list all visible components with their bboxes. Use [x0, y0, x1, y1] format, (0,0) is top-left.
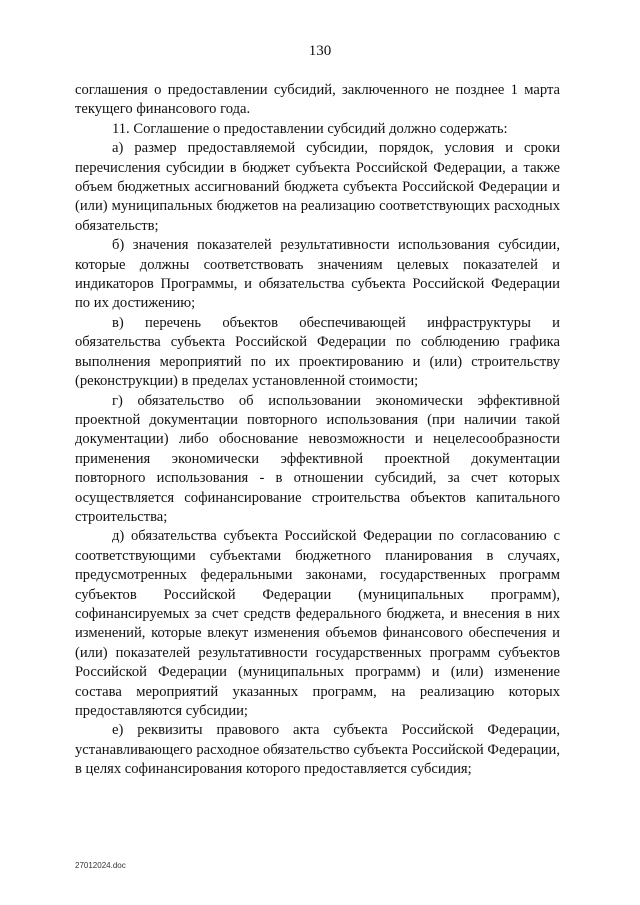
paragraph-item-d: д) обязательства субъекта Российской Федерации по согласованию с соответствующими субъектами бюджетного планирования в случаях, предусмотренных федеральными законами, государственных программ субъектов Российской Федерации (муниципальных программ), софинансируемых за счет средств федерального бюджета, и внесения в них изменений, которые влекут изменения объемов финансового обеспечения и (или) показателей результативности государственных программ субъектов Российской Федерации (муниципальных программ) и (или) изменение состава мероприятий указанных программ, на реализацию которых предоставляются субсидии;	[75, 528, 560, 719]
page-number: 130	[308, 43, 332, 59]
paragraph-item-e: е) реквизиты правового акта субъекта Российской Федерации, устанавливающего расходное обязательство субъекта Российской Федерации, в целях софинансирования которого предоставляется субсидия;	[75, 722, 560, 778]
paragraph-clause-11: 11. Соглашение о предоставлении субсидий должно содержать:	[112, 120, 508, 137]
paragraph-item-b: б) значения показателей результативности использования субсидии, которые должны соответствовать значениям целевых показателей и индикаторов Программы, и обязательства субъекта Российской Федерации по их достижению;	[75, 237, 560, 312]
paragraph-continuation: соглашения о предоставлении субсидий, заключенного не позднее 1 марта текущего финансового года.	[75, 82, 560, 118]
document-filename: 27012024.doc	[75, 861, 126, 870]
paragraph-item-v: в) перечень объектов обеспечивающей инфраструктуры и обязательства субъекта Российской Федерации по соблюдению графика выполнения мероприятий по их проектированию и (или) строительству (реконструкции) в пределах установленной стоимости;	[75, 314, 560, 390]
document-body	[75, 81, 560, 780]
paragraph-item-g: г) обязательство об использовании экономически эффективной проектной документации повторного использования (при наличии такой документации) либо обоснование невозможности и нецелесообразности применения экономически эффективной проектной документации повторного использования - в отношении субсидий, за счет которых осуществляется софинансирование строительства объектов капитального строительства;	[75, 392, 560, 525]
paragraph-item-a: а) размер предоставляемой субсидии, порядок, условия и сроки перечисления субсидии в бюджет субъекта Российской Федерации, а также объем бюджетных ассигнований бюджета субъекта Российской Федерации и (или) муниципальных бюджетов на реализацию соответствующих расходных обязательств;	[75, 140, 560, 234]
